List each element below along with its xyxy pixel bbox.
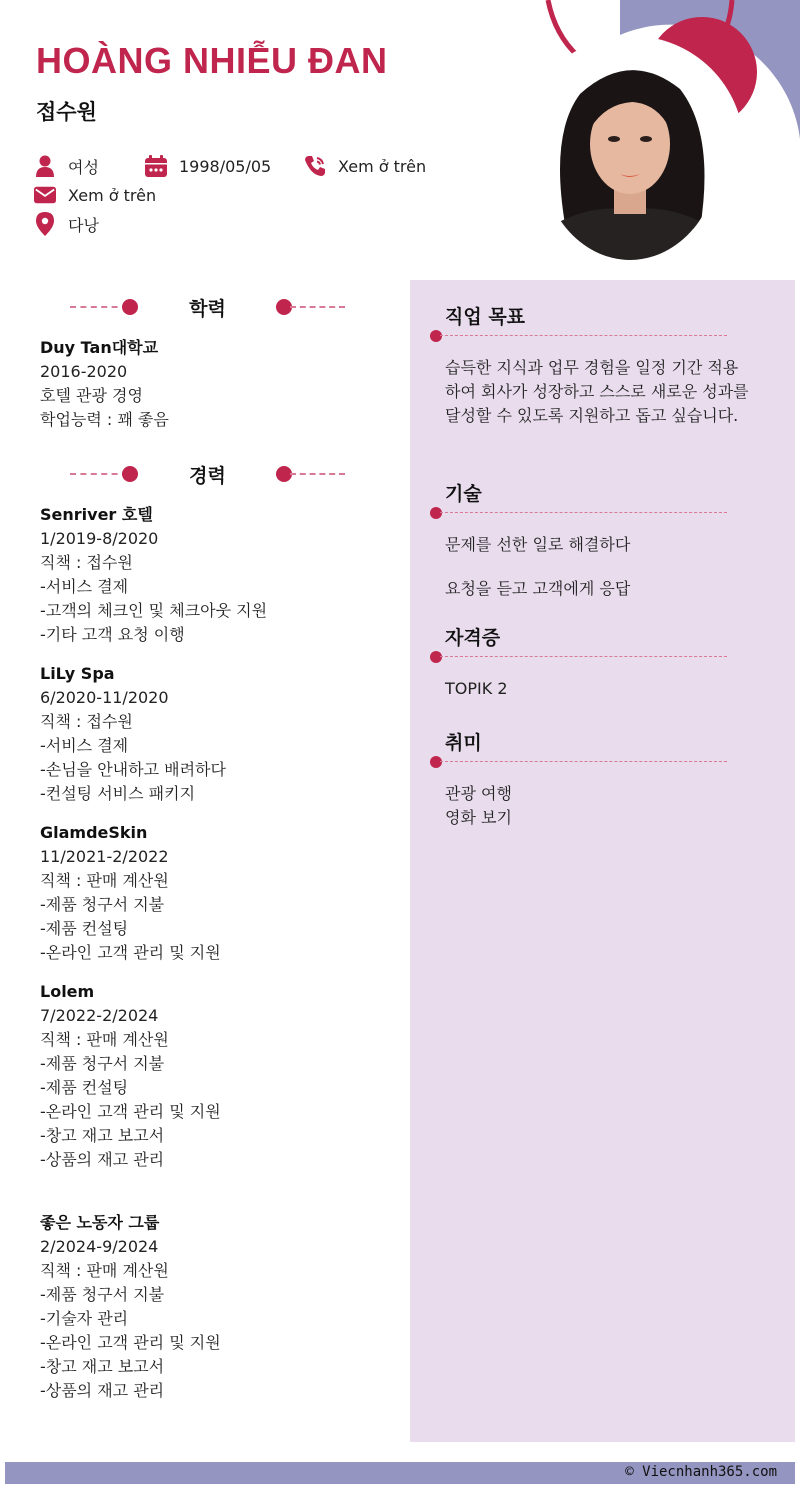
job-task: -창고 재고 보고서: [40, 1126, 165, 1145]
job-task: -창고 재고 보고서: [40, 1357, 165, 1376]
hobby-item: 관광 여행: [445, 784, 512, 803]
job-company: Lolem: [40, 982, 95, 1001]
objective-text: 습득한 지식과 업무 경험을 일정 기간 적용하여 회사가 성장하고 스스로 새로운 성과를 달성할 수 있도록 지원하고 돕고 싶습니다.: [445, 358, 749, 425]
profile-photo: [540, 44, 720, 260]
location-info: [34, 212, 99, 236]
hobby-item: 영화 보기: [445, 808, 512, 827]
job-entry: [40, 980, 221, 1172]
job-task: -제품 청구서 지불: [40, 895, 165, 914]
job-task: -제품 청구서 지불: [40, 1054, 165, 1073]
education-header: [70, 292, 345, 322]
job-entry: [40, 503, 267, 647]
job-period: 11/2021-2/2022: [40, 847, 169, 866]
job-period: 6/2020-11/2020: [40, 688, 169, 707]
birthdate-text: 1998/05/05: [179, 156, 272, 176]
section-divider: [430, 330, 727, 342]
phone-info: [304, 154, 426, 178]
gender-text: 여성: [68, 157, 99, 177]
job-task: -컨설팅 서비스 패키지: [40, 784, 196, 803]
job-company: Senriver 호텔: [40, 505, 153, 524]
email-text: Xem ở trên: [68, 185, 157, 205]
location-text: 다낭: [68, 215, 99, 235]
job-task: -서비스 결제: [40, 577, 129, 596]
job-task: -온라인 고객 관리 및 지원: [40, 943, 221, 962]
job-company: 좋은 노동자 그룹: [40, 1213, 160, 1232]
skill-item: 문제를 선한 일로 해결하다: [445, 535, 631, 554]
job-position: 직책 : 접수원: [40, 553, 133, 572]
education-grade: 학업능력 : 꽤 좋음: [40, 410, 169, 429]
job-task: -온라인 고객 관리 및 지원: [40, 1333, 221, 1352]
job-entry: [40, 1211, 221, 1403]
birthdate-info: [145, 154, 271, 178]
job-position: 직책 : 접수원: [40, 712, 133, 731]
experience-header: [70, 459, 345, 489]
job-task: -제품 청구서 지불: [40, 1285, 165, 1304]
right-column: [410, 280, 795, 1442]
education-years: 2016-2020: [40, 362, 128, 381]
job-task: -상품의 재고 관리: [40, 1150, 165, 1169]
school-name: Duy Tan대학교: [40, 338, 159, 357]
job-task: -온라인 고객 관리 및 지원: [40, 1102, 221, 1121]
job-task: -손님을 안내하고 배려하다: [40, 760, 226, 779]
certificates-title: 자격증: [445, 627, 501, 649]
phone-text: Xem ở trên: [338, 156, 427, 176]
job-task: -제품 컨설팅: [40, 919, 129, 938]
job-company: GlamdeSkin: [40, 823, 148, 842]
objective-title: 직업 목표: [445, 306, 526, 328]
skills-title: 기술: [445, 483, 482, 505]
education-major: 호텔 관광 경영: [40, 386, 143, 405]
job-task: -상품의 재고 관리: [40, 1381, 165, 1400]
education-title: 학력: [189, 298, 226, 320]
job-entry: [40, 662, 226, 806]
job-position: 직책 : 판매 계산원: [40, 871, 169, 890]
education-block: [40, 336, 169, 432]
experience-title: 경력: [189, 465, 226, 487]
candidate-name: HOÀNG NHIỄU ĐAN: [36, 40, 388, 81]
job-task: -제품 컨설팅: [40, 1078, 129, 1097]
location-icon: [34, 212, 56, 236]
section-divider: [430, 651, 727, 663]
phone-icon: [304, 154, 326, 178]
job-task: -기술자 관리: [40, 1309, 129, 1328]
person-icon: [34, 154, 56, 178]
email-info: [34, 183, 156, 207]
footer-bar: [5, 1462, 795, 1484]
calendar-icon: [145, 154, 167, 178]
job-period: 1/2019-8/2020: [40, 529, 159, 548]
footer-credit: © Viecnhanh365.com: [625, 1464, 777, 1480]
job-task: -고객의 체크인 및 체크아웃 지원: [40, 601, 268, 620]
job-company: LiLy Spa: [40, 664, 115, 683]
section-divider: [430, 756, 727, 768]
hobbies-title: 취미: [445, 732, 482, 754]
job-period: 7/2022-2/2024: [40, 1006, 159, 1025]
section-divider: [430, 507, 727, 519]
job-entry: [40, 821, 221, 965]
job-task: -기타 고객 요청 이행: [40, 625, 185, 644]
skill-item: 요청을 듣고 고객에게 응답: [445, 579, 631, 598]
gender-info: [34, 154, 99, 178]
job-period: 2/2024-9/2024: [40, 1237, 159, 1256]
email-icon: [34, 183, 56, 207]
job-task: -서비스 결제: [40, 736, 129, 755]
job-position: 직책 : 판매 계산원: [40, 1261, 169, 1280]
job-position: 직책 : 판매 계산원: [40, 1030, 169, 1049]
job-title: 접수원: [36, 100, 97, 124]
certificate-item: TOPIK 2: [445, 679, 508, 698]
